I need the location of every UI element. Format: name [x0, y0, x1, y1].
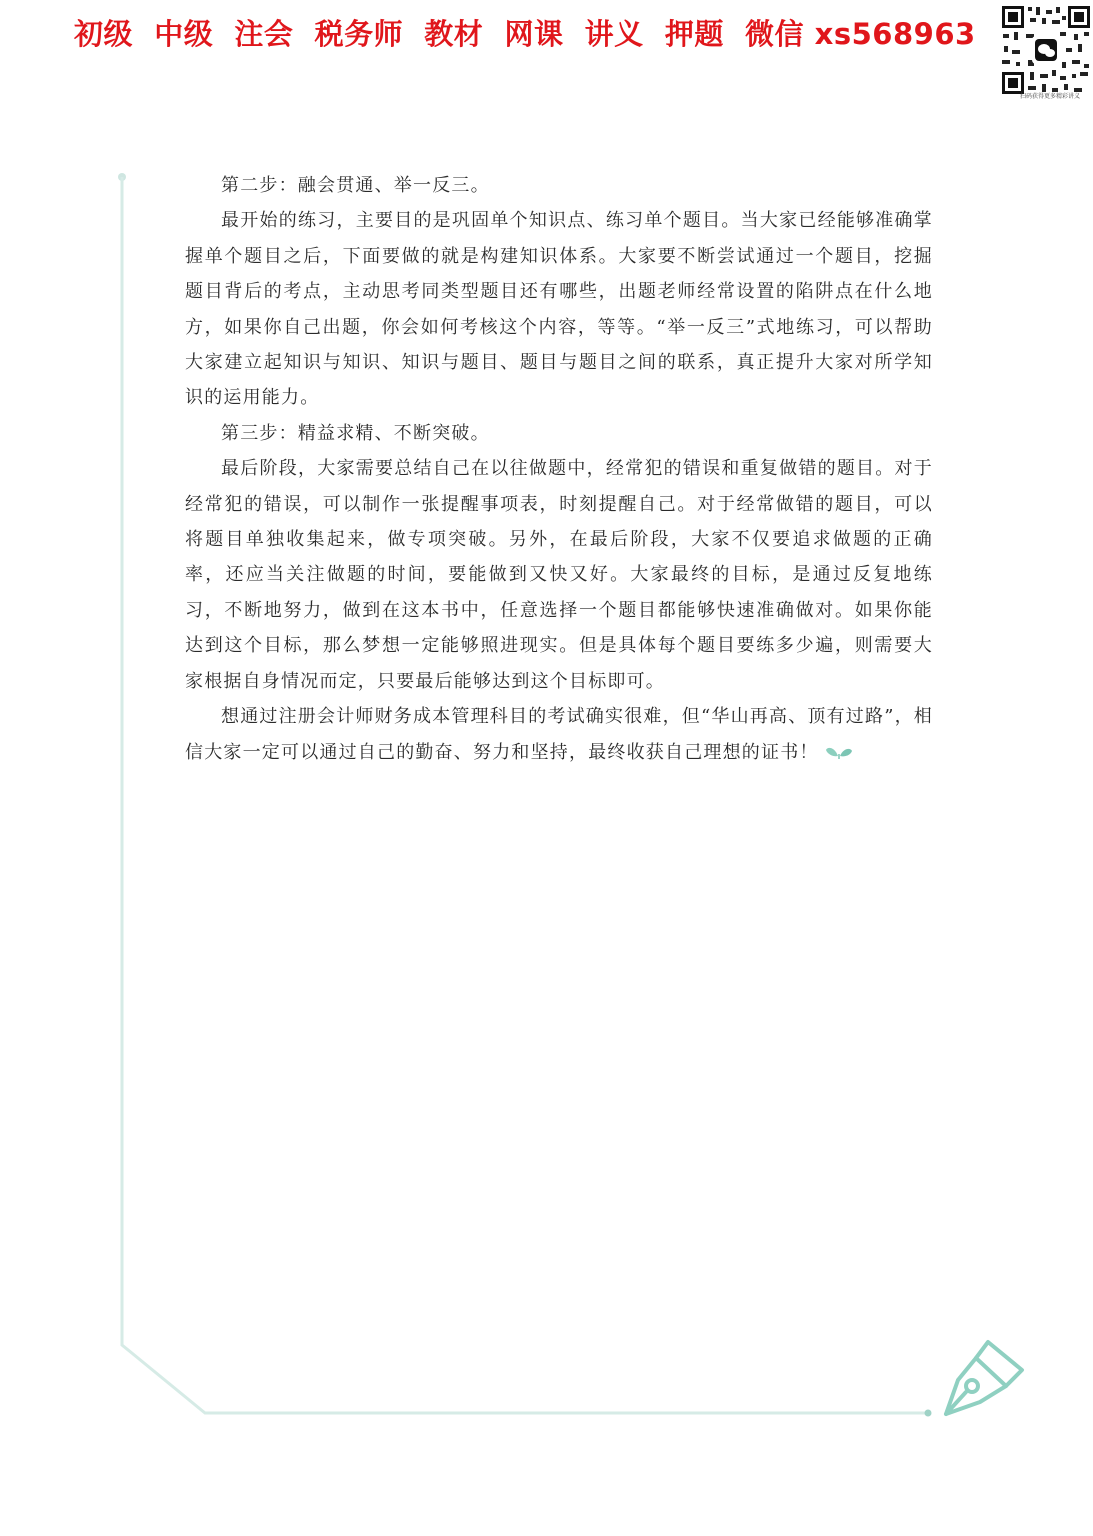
paragraph-closing — [185, 699, 933, 770]
leaf-icon — [825, 744, 853, 760]
paragraph: 最开始的练习，主要目的是巩固单个知识点、练习单个题目。当大家已经能够准确掌握单个题目之后，下面要做的就是构建知识体系。大家要不断尝试通过一个题目，挖掘题目背后的考点，主动思考同类型题目还有哪些，出题老师经常设置的陷阱点在什么地方，如果你自己出题，你会如何考核这个内容，等等。“举一反三”式地练习，可以帮助大家建立起知识与知识、知识与题目、题目与题目之间的联系，真正提升大家对所学知识的运用能力。 — [185, 210, 933, 409]
body-text — [185, 168, 933, 770]
paragraph: 第三步：精益求精、不断突破。 — [221, 422, 490, 444]
fountain-pen-icon — [936, 1328, 1032, 1424]
paragraph-closing-text: 想通过注册会计师财务成本管理科目的考试确实很难，但“华山再高、顶有过路”，相信大家一定可以通过自己的勤奋、努力和坚持，最终收获自己理想的证书！ — [185, 706, 934, 763]
paragraph: 第二步：融会贯通、举一反三。 — [221, 175, 490, 196]
qr-caption: 扫码获得更多精彩讲义 — [1019, 93, 1080, 100]
header-banner: 初级 中级 注会 税务师 教材 网课 讲义 押题 微信 xs568963 — [74, 17, 976, 51]
paragraph: 最后阶段，大家需要总结自己在以往做题中，经常犯的错误和重复做错的题目。对于经常犯的错误，可以制作一张提醒事项表，时刻提醒自己。对于经常做错的题目，可以将题目单独收集起来，做专项突破。另外，在最后阶段，大家不仅要追求做题的正确率，还应当关注做题的时间，要能做到又快又好。大家最终的目标，是通过反复地练习，不断地努力，做到在这本书中，任意选择一个题目都能够快速准确做对。如果你能达到这个目标，那么梦想一定能够照进现实。但是具体每个题目要练多少遍，则需要大家根据自身情况而定，只要最后能够达到这个目标即可。 — [185, 458, 933, 692]
